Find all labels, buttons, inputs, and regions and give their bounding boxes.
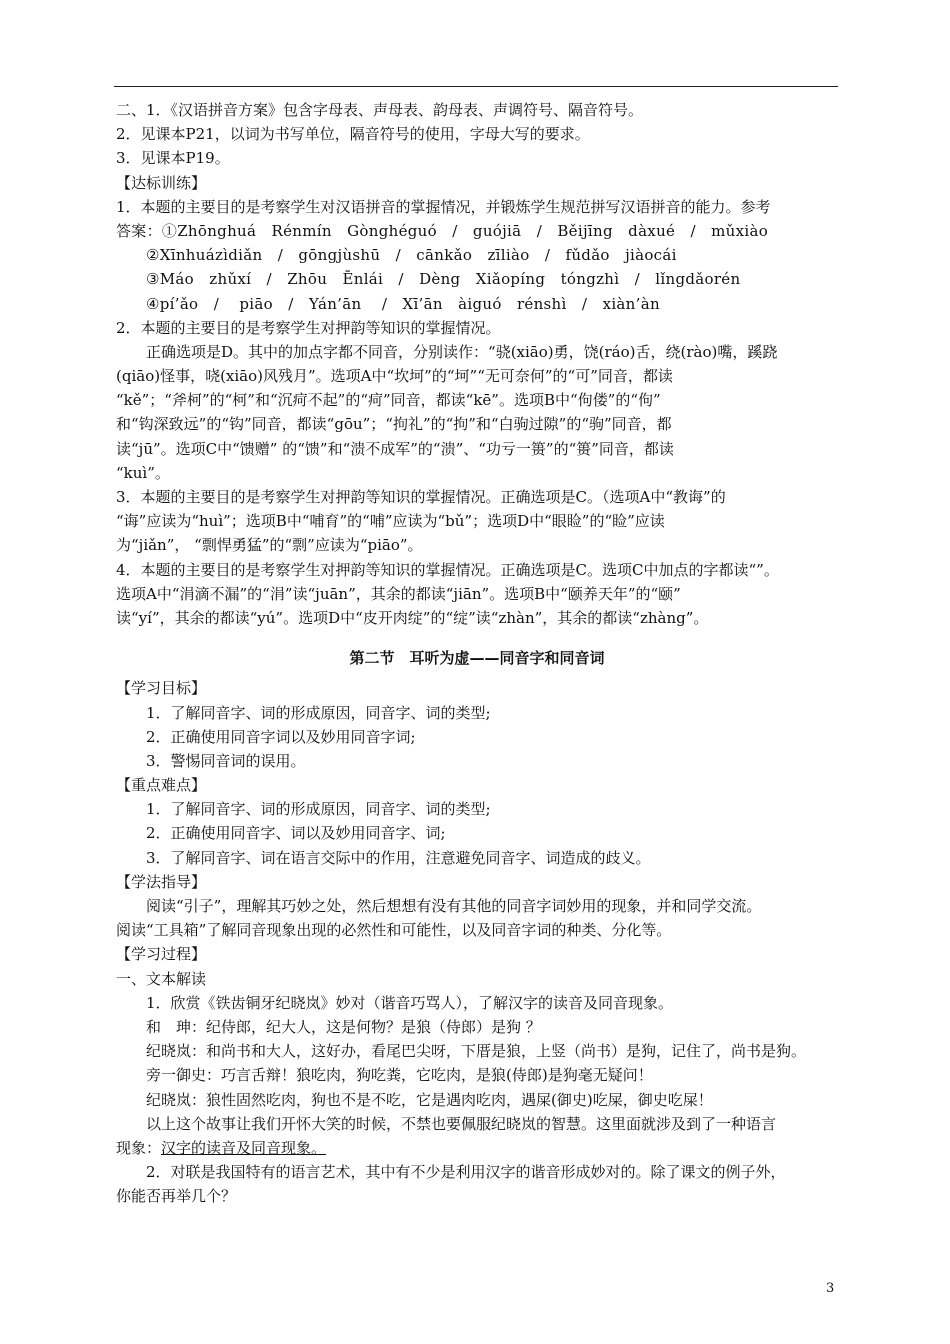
underlined-text: 汉字的读音及同音现象。 — [161, 1138, 327, 1157]
section-title: 第二节 耳听为虚——同音字和同音词 — [349, 649, 605, 668]
text-line: 2．见课本P21，以词为书写单位，隔音符号的使用，字母大写的要求。 — [116, 125, 590, 144]
text-line: ③Máo zhǔxí / Zhōu Ēnlái / Dèng Xiǎopíng tóngzhì / lǐngdǎorén — [146, 270, 741, 289]
text-line: 和 珅：纪侍郎，纪大人，这是何物？是狼（侍郎）是狗 ？ — [146, 1017, 541, 1036]
text-line: 3．了解同音字、词在语言交际中的作用，注意避免同音字、词造成的歧义。 — [146, 848, 651, 867]
study-section — [116, 676, 838, 1136]
text-line: 一、文本解读 — [116, 969, 207, 988]
text-line: 阅读“工具箱”了解同音现象出现的必然性和可能性，以及同音字词的种类、分化等。 — [116, 921, 672, 940]
text-line: 1．欣赏《铁齿铜牙纪晓岚》妙对（谐音巧骂人），了解汉字的读音及同音现象。 — [146, 993, 674, 1012]
text-line: 【学习目标】 — [116, 679, 207, 698]
text-line: 1．本题的主要目的是考察学生对汉语拼音的掌握情况，并锻炼学生规范拼写汉语拼音的能力。参考 — [116, 197, 771, 216]
text-line: 你能否再举几个？ — [116, 1187, 237, 1206]
text-line: 和“钩深致远”的“钩”同音，都读“gōu”；“拘礼”的“拘”和“白驹过隙”的“驹”同音，都 — [116, 415, 672, 434]
text-line: 阅读“引子”，理解其巧妙之处，然后想想有没有其他的同音字词妙用的现象，并和同学交流。 — [146, 897, 762, 915]
text-line: 答案：①Zhōnghuá Rénmín Gònghéguó / guójiā / Běijīng dàxué / mǔxiào — [116, 221, 769, 240]
text-line: 【学法指导】 — [116, 872, 207, 891]
text-line: 读“yí”，其余的都读“yú”。选项D中“皮开肉绽”的“绽”读“zhàn”，其余的都读“zhàng”。 — [116, 608, 709, 627]
text-line: 【学习过程】 — [116, 945, 207, 964]
header-rule — [114, 86, 838, 87]
closing-section — [116, 1160, 838, 1208]
text-line: 为“jiǎn”， “剽悍勇猛”的“剽”应读为“piāo”。 — [116, 536, 423, 555]
text-line: “kuì”。 — [116, 463, 170, 482]
text-line: ④pí’ǎo / piāo / Yán’ān / Xī’ān àiguó rénshì / xiàn’àn — [146, 294, 660, 313]
text-line: 读“jū”。选项C中“馈赠” 的“馈”和“溃不成军”的“溃”、“功亏一篑”的“篑”同音，都读 — [116, 439, 674, 458]
text-line: ②Xīnhuázìdiǎn / gōngjùshū / cānkǎo zīliào / fǔdǎo jiàocái — [146, 246, 677, 265]
text-line: 纪晓岚：狼性固然吃肉，狗也不是不吃，它是遇肉吃肉，遇屎(御史)吃屎，御史吃屎！ — [146, 1090, 713, 1109]
text-line: 选项A中“涓滴不漏”的“涓”读“juān”，其余的都读“jiān”。选项B中“颐养天年”的“颐” — [116, 584, 681, 603]
text-line: 2．本题的主要目的是考察学生对押韵等知识的掌握情况。 — [116, 318, 501, 337]
text-line: 【重点难点】 — [116, 776, 207, 795]
text-line: 3．本题的主要目的是考察学生对押韵等知识的掌握情况。正确选项是C。（选项A中“教诲”的 — [116, 488, 726, 506]
text-line: (qiāo)怪事，哓(xiāo)风残月”。选项A中“坎坷”的“坷”“无可奈何”的“可”同音，都读 — [116, 367, 673, 386]
text-line: 以上这个故事让我们开怀大笑的时候，不禁也要佩服纪晓岚的智慧。这里面就涉及到了一种语言 — [146, 1114, 777, 1133]
text-line: 旁一御史：巧言舌辩！狼吃肉，狗吃粪，它吃肉，是狼(侍郎)是狗毫无疑问！ — [146, 1066, 653, 1085]
text-line: 1．了解同音字、词的形成原因，同音字、词的类型; — [146, 800, 491, 819]
underline-prefix: 现象： — [116, 1138, 162, 1157]
text-line: 3．警惕同音词的误用。 — [146, 751, 306, 770]
text-line: 【达标训练】 — [116, 173, 207, 192]
text-line: 二、1．《汉语拼音方案》包含字母表、声母表、韵母表、声调符号、隔音符号。 — [116, 101, 644, 119]
text-line: 3．见课本P19。 — [116, 149, 230, 168]
underlined-line — [116, 1136, 838, 1160]
text-line: 2．正确使用同音字、词以及妙用同音字、词; — [146, 824, 446, 843]
text-line: 2．对联是我国特有的语言艺术，其中有不少是利用汉字的谐音形成妙对的。除了课文的例子外， — [146, 1163, 786, 1182]
answer-section — [116, 98, 838, 630]
text-line: 正确选项是D。其中的加点字都不同音，分别读作：“骁(xiāo)勇，饶(ráo)舌，绕(rào)嘴，蹊跷 — [146, 342, 778, 361]
text-line: 1．了解同音字、词的形成原因，同音字、词的类型; — [146, 703, 491, 722]
text-line: 2．正确使用同音字词以及妙用同音字词; — [146, 727, 416, 746]
section-gap — [116, 630, 838, 646]
text-line: “kě”；“斧柯”的“柯”和“沉疴不起”的“疴”同音，都读“kē”。选项B中“佝偻”的“佝” — [116, 391, 661, 410]
page-number: 3 — [826, 1281, 835, 1296]
page-content — [116, 98, 838, 1208]
text-line: 纪晓岚：和尚书和大人，这好办，看尾巴尖呀，下厝是狼，上竖（尚书）是狗，记住了，尚书是狗。 — [146, 1042, 807, 1061]
text-line: “诲”应读为“huì”；选项B中“哺育”的“哺”应读为“bǔ”；选项D中“眼睑”的“睑”应读 — [116, 512, 665, 531]
text-line: 4．本题的主要目的是考察学生对押韵等知识的掌握情况。正确选项是C。选项C中加点的字都读“”。 — [116, 560, 779, 579]
